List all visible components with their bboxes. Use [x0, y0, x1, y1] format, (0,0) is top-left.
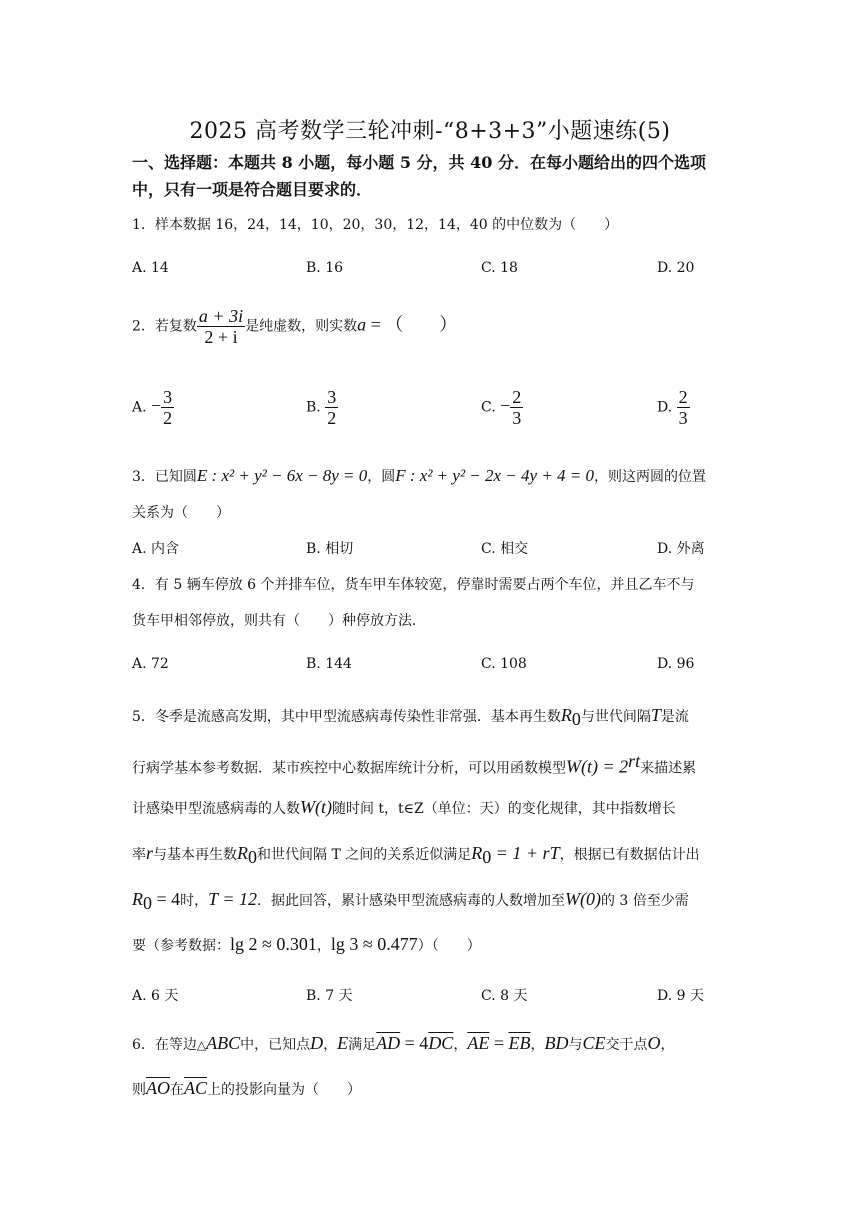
q5-eq1: = 1 + rT	[491, 843, 560, 863]
q6-l1-f: 交于点	[605, 1037, 648, 1053]
q3-option-b: B. 相切	[306, 541, 354, 557]
q2-option-d-label: D.	[657, 399, 673, 416]
q5-l1-a: 5．冬季是流感高发期，其中甲型流感病毒传染性非常强．基本再生数	[132, 709, 561, 725]
q5-l5-e: 的 3 倍至少需	[600, 893, 689, 909]
q5-rt: rt	[628, 751, 641, 771]
q5-l1-c: 是流	[660, 709, 689, 725]
q1-option-d: D. 20	[657, 260, 695, 276]
q5-l4-c: 和世代间隔 T 之间的关系近似满足	[257, 847, 472, 863]
q2-option-c-frac	[510, 387, 523, 428]
question-5-line5: $R_0 = 4$时，T = 12．据此回答，累计感染甲型流感病毒的人数增加至W(0)的 3 倍至少需	[132, 889, 689, 913]
q5-wt: W(t) = 2	[566, 756, 629, 777]
q1-option-b: B. 16	[306, 260, 344, 276]
question-1-text: 1．样本数据 16，24，14，10，20，30，12，14，40 的中位数为（ ）	[132, 217, 619, 233]
q5-l3-a: 计感染甲型流感病毒的人数	[132, 801, 300, 817]
q5-option-c: C. 8 天	[481, 988, 528, 1004]
q6-vec-eb: $\overline{EB}$	[508, 1033, 531, 1053]
q6-l1-b: 中，已知点	[240, 1037, 311, 1053]
question-5-line1: 5．冬季是流感高发期，其中甲型流感病毒传染性非常强．基本再生数$R_0$与世代间隔T是流	[132, 705, 689, 729]
q5-r0-c: R	[471, 843, 483, 863]
q1-option-c: C. 18	[481, 260, 518, 276]
q2-option-a-num: 3	[163, 387, 173, 407]
q5-l6-b: ，	[316, 938, 331, 954]
question-3-line2: 关系为（ ）	[132, 505, 230, 521]
question-5-line2	[132, 751, 696, 778]
q3-text-b: ，圆	[367, 469, 396, 485]
q5-option-a: A. 6 天	[132, 988, 179, 1004]
q6-l2-c: 上的投影向量为（ ）	[207, 1082, 362, 1098]
section-heading-line2: 中，只有一项是符合题目要求的．	[132, 180, 373, 199]
q2-prefix: 2．若复数	[132, 318, 197, 335]
q6-vec-dc: $\overline{DC}$	[428, 1033, 454, 1053]
q6-comma-4: ，	[660, 1037, 675, 1053]
q2-option-a-label: A.	[132, 399, 147, 416]
q5-t: T	[650, 705, 661, 725]
q5-option-d: D. 9 天	[657, 988, 704, 1004]
q5-wt2: W(t)	[300, 797, 332, 817]
q6-ce: CE	[582, 1033, 606, 1053]
q5-option-b: B. 7 天	[306, 988, 353, 1004]
q5-l5-b: 时，	[180, 893, 209, 909]
q6-o: O	[647, 1033, 661, 1053]
q5-r0-d: R	[132, 889, 143, 909]
q6-l1-d: 满足	[348, 1037, 377, 1053]
q5-l3-b: 随时间 t，t∈Z（单位：天）的变化规律，其中指数增长	[331, 801, 676, 817]
q5-l1-b: 与世代间隔	[580, 709, 651, 725]
q5-l5-d: ．据此回答，累计感染甲型流感病毒的人数增加至	[257, 893, 565, 909]
q5-l6-c: ）（ ）	[417, 938, 481, 954]
q2-option-b	[306, 387, 338, 428]
q6-l1-a: 6．在等边	[132, 1037, 197, 1053]
question-6-line1	[132, 1033, 675, 1054]
q2-option-b-den: 2	[327, 408, 337, 428]
q6-eq: =	[489, 1033, 509, 1053]
q3-text-c: ，则这两圆的位置	[594, 469, 707, 485]
q6-comma-3: ，	[530, 1037, 545, 1053]
page-title: 2025 高考数学三轮冲刺-“8+3+3”小题速练(5)	[189, 119, 671, 144]
q5-l2-a: 行病学基本参考数据．某市疾控中心数据库统计分析，可以用函数模型	[132, 760, 566, 777]
q4-option-b: B. 144	[306, 656, 352, 672]
q3-circle-e: E : x² + y² − 6x − 8y = 0	[196, 466, 368, 485]
q2-option-d-num: 2	[678, 387, 688, 407]
q6-triangle-symbol: △	[196, 1038, 207, 1052]
q2-option-c-num: 2	[512, 387, 522, 407]
q6-comma-1: ，	[323, 1037, 338, 1053]
q6-d: D	[310, 1033, 324, 1053]
question-3-line1	[132, 466, 706, 486]
q3-text-a: 3．已知圆	[132, 469, 197, 485]
q2-frac-numerator: a + 3i	[198, 306, 244, 326]
q6-vec-ae: $\overline{AE}$	[467, 1033, 490, 1053]
q1-option-a: A. 14	[132, 260, 169, 276]
q2-option-c	[481, 387, 523, 428]
q3-option-a: A. 内含	[132, 541, 180, 557]
q2-eq: = （ ）	[366, 314, 458, 335]
q2-option-d	[657, 387, 690, 428]
question-5-line6	[132, 934, 481, 955]
q2-option-c-sign: −	[500, 395, 511, 416]
q5-l4-d: ，根据已有数据估计出	[559, 847, 700, 863]
q2-option-b-num: 3	[327, 387, 337, 407]
q5-r: r	[146, 843, 154, 863]
q2-option-b-frac	[325, 387, 338, 428]
q6-vec-ac: $\overline{AC}$	[184, 1078, 208, 1098]
q3-option-d: D. 外离	[657, 541, 705, 557]
question-4-line2: 货车甲相邻停放，则共有（ ）种停放方法．	[132, 613, 426, 629]
question-4-line1: 4．有 5 辆车停放 6 个并排车位，货车甲车体较宽，停靠时需要占两个车位，并且乙车不与	[132, 577, 695, 593]
q5-l6-a: 要（参考数据：	[132, 938, 230, 954]
q6-bd: BD	[544, 1033, 569, 1053]
q5-lg2: lg 2 ≈ 0.301	[230, 934, 317, 954]
q4-option-d: D. 96	[657, 656, 695, 672]
q5-l2-b: 来描述累	[640, 760, 697, 777]
q5-w0: W(0)	[565, 889, 601, 909]
q2-option-a-frac	[161, 387, 174, 428]
q5-l4-b: 与基本再生数	[153, 847, 238, 863]
q6-e: E	[337, 1033, 349, 1053]
q6-eq4: = 4	[400, 1033, 429, 1053]
question-5-line4: 率r与基本再生数$R_0$和世代间隔 T 之间的关系近似满足$R_0 = 1$ + rT，根据已有数据估计出	[132, 843, 700, 867]
q2-option-c-den: 3	[512, 408, 522, 428]
q6-abc: ABC	[206, 1033, 241, 1053]
q2-fraction	[197, 306, 245, 347]
q5-r0-b: R	[237, 843, 249, 863]
q6-vec-ad: $\overline{AD}$	[376, 1033, 401, 1053]
q2-option-a-sign: −	[151, 395, 162, 416]
q5-l4-a: 率	[132, 847, 146, 863]
question-6-line2	[132, 1078, 361, 1099]
q6-l2-b: 在	[170, 1082, 184, 1098]
q3-circle-f: F : x² + y² − 2x − 4y + 4 = 0	[395, 466, 595, 485]
q3-option-c: C. 相交	[481, 541, 529, 557]
q5-lg3: lg 3 ≈ 0.477	[330, 934, 418, 954]
q5-l5-c: T = 12	[208, 889, 257, 909]
question-2-text	[132, 306, 457, 347]
q6-l2-a: 则	[132, 1082, 146, 1098]
q4-option-a: A. 72	[132, 656, 169, 672]
q2-option-d-frac	[677, 387, 690, 428]
q5-r0: R	[560, 705, 572, 725]
q6-comma-2: ，	[453, 1037, 468, 1053]
q2-option-a	[132, 387, 174, 428]
q6-vec-ao: $\overline{AO}$	[146, 1078, 170, 1098]
q2-option-b-label: B.	[306, 399, 321, 416]
q2-option-d-den: 3	[678, 408, 688, 428]
section-heading-line1: 一、选择题：本题共 8 小题，每小题 5 分，共 40 分．在每小题给出的四个选项	[132, 153, 706, 172]
q2-option-c-label: C.	[481, 399, 496, 416]
q2-option-a-den: 2	[163, 408, 173, 428]
q4-option-c: C. 108	[481, 656, 527, 672]
question-5-line3	[132, 797, 676, 818]
q2-frac-denominator: 2 + i	[204, 327, 238, 347]
q5-l5-a: = 4	[152, 889, 181, 909]
q2-var: a	[357, 314, 367, 335]
q2-suffix: 是纯虚数，则实数	[245, 318, 358, 335]
q6-l1-e: 与	[568, 1037, 583, 1053]
